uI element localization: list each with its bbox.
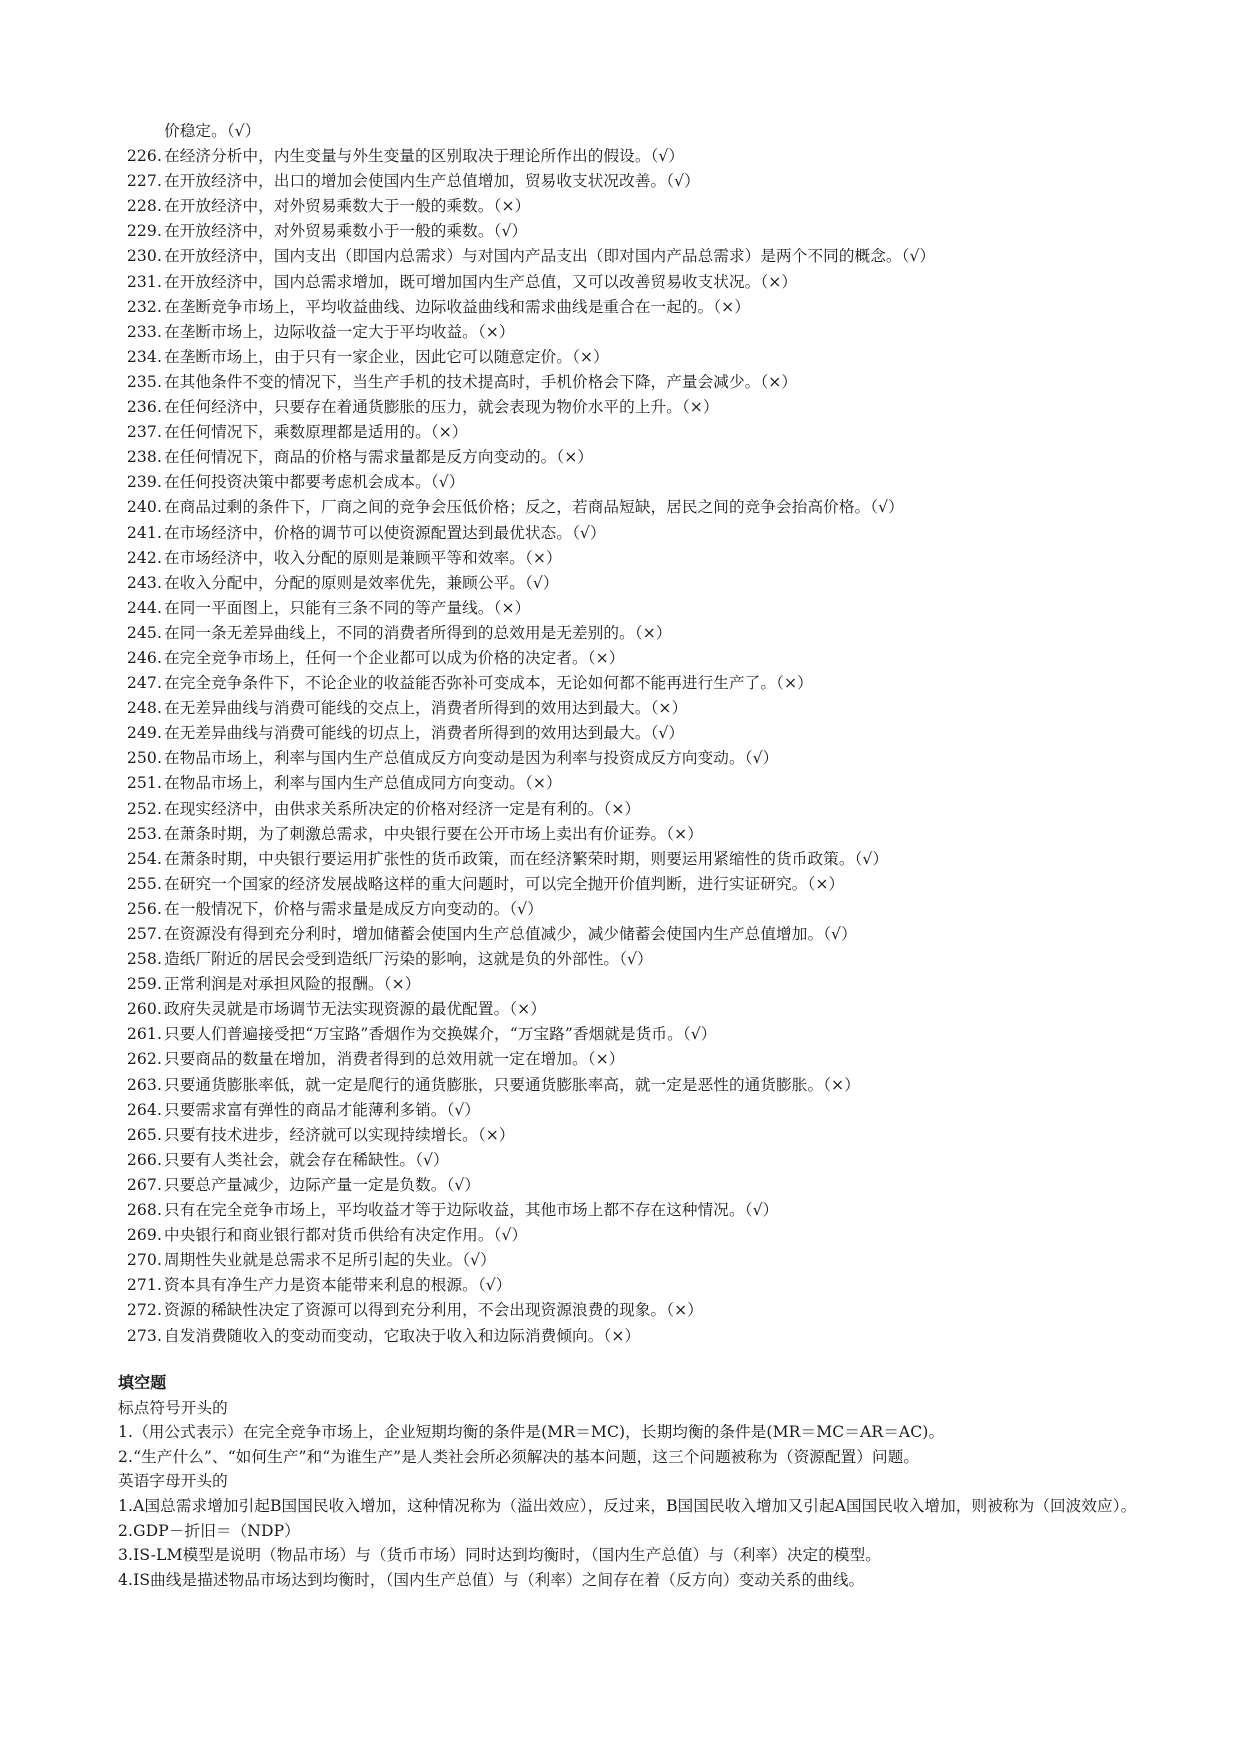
item-text: 只要需求富有弹性的商品才能薄利多销。（√）	[164, 1100, 481, 1119]
item-text: 只要有技术进步，经济就可以实现持续增长。（×）	[164, 1125, 515, 1144]
item-text: 在市场经济中，价格的调节可以使资源配置达到最优状态。（√）	[164, 523, 606, 542]
list-item	[118, 420, 1198, 445]
subheading-letters: 英语字母开头的	[118, 1472, 228, 1491]
item-text: 在商品过剩的条件下，厂商之间的竞争会压低价格；反之，若商品短缺，居民之间的竞争会抬高价格。（√）	[164, 498, 904, 517]
item-text: 在任何情况下，乘数原理都是适用的。（×）	[164, 423, 468, 442]
item-number: 247.	[126, 674, 162, 693]
list-item	[118, 295, 1198, 320]
item-number: 260.	[126, 1000, 162, 1019]
item-text: 在无差异曲线与消费可能线的切点上，消费者所得到的效用达到最大。（√）	[164, 724, 685, 743]
item-text: 在物品市场上，利率与国内生产总值成反方向变动是因为利率与投资成反方向变动。（√）	[164, 749, 779, 768]
item-text: 资本具有净生产力是资本能带来利息的根源。（√）	[164, 1276, 512, 1295]
item-text: 在开放经济中，国内支出（即国内总需求）与对国内产品支出（即对国内产品总需求）是两个不同的概念。（√）	[164, 247, 936, 266]
item-number: 251.	[126, 774, 162, 793]
item-text: 在任何情况下，商品的价格与需求量都是反方向变动的。（×）	[164, 448, 594, 467]
item-text: 资源的稀缺性决定了资源可以得到充分利用，不会出现资源浪费的现象。（×）	[164, 1301, 703, 1320]
list-item	[118, 621, 1198, 646]
list-item	[118, 345, 1198, 370]
fill-question: 3.IS-LM模型是说明（物品市场）与（货币市场）同时达到均衡时，（国内生产总值）与（利率）决定的模型。	[118, 1546, 882, 1565]
item-number: 244.	[126, 598, 162, 617]
list-item	[118, 646, 1198, 671]
list-item	[118, 320, 1198, 345]
list-item	[118, 546, 1198, 571]
item-text: 在完全竞争条件下，不论企业的收益能否弥补可变成本，无论如何都不能再进行生产了。（×）	[164, 674, 813, 693]
list-item	[118, 797, 1198, 822]
fill-question: 2.“生产什么”、“如何生产”和“为谁生产”是人类社会所必须解决的基本问题，这三个问题被称为（资源配置）问题。	[118, 1447, 920, 1466]
item-number: 232.	[126, 297, 162, 316]
item-text: 在完全竞争市场上，任何一个企业都可以成为价格的决定者。（×）	[164, 648, 625, 667]
item-number: 230.	[126, 247, 162, 266]
item-text: 在同一条无差异曲线上，不同的消费者所得到的总效用是无差别的。（×）	[164, 623, 672, 642]
item-number: 228.	[126, 197, 162, 216]
item-number: 250.	[126, 749, 162, 768]
item-number: 231.	[126, 272, 162, 291]
list-item	[118, 972, 1198, 997]
list-item	[118, 370, 1198, 395]
true-false-list	[118, 119, 1198, 1349]
item-number: 236.	[126, 398, 162, 417]
item-number: 245.	[126, 623, 162, 642]
list-item	[118, 495, 1198, 520]
list-item	[118, 1173, 1198, 1198]
item-number: 233.	[126, 322, 162, 341]
item-number: 259.	[126, 975, 162, 994]
item-text: 只要人们普遍接受把“万宝路”香烟作为交换媒介，“万宝路”香烟就是货币。（√）	[164, 1025, 717, 1044]
item-text: 在任何经济中，只要存在着通货膨胀的压力，就会表现为物价水平的上升。（×）	[164, 398, 719, 417]
list-item	[118, 771, 1198, 796]
item-text: 造纸厂附近的居民会受到造纸厂污染的影响，这就是负的外部性。（√）	[164, 950, 653, 969]
item-number: 234.	[126, 347, 162, 366]
item-text: 在收入分配中，分配的原则是效率优先，兼顾公平。（√）	[164, 573, 559, 592]
list-item	[118, 244, 1198, 269]
item-number: 226.	[126, 147, 162, 166]
fill-question: 1.A国总需求增加引起B国国民收入增加，这种情况称为（溢出效应），反过来，B国国民收入增加又引起A国国民收入增加，则被称为（回波效应）。	[118, 1496, 1137, 1515]
list-item	[118, 1248, 1198, 1273]
list-item	[118, 997, 1198, 1022]
item-number: 272.	[126, 1301, 162, 1320]
item-text: 在研究一个国家的经济发展战略这样的重大问题时，可以完全抛开价值判断，进行实证研究。（×）	[164, 874, 845, 893]
list-item	[118, 1123, 1198, 1148]
item-number: 239.	[126, 473, 162, 492]
item-text: 政府失灵就是市场调节无法实现资源的最优配置。（×）	[164, 1000, 547, 1019]
list-item	[118, 1198, 1198, 1223]
list-item	[118, 947, 1198, 972]
list-item	[118, 270, 1198, 295]
item-number: 257.	[126, 925, 162, 943]
item-text: 正常利润是对承担风险的报酬。（×）	[164, 975, 421, 994]
list-item	[118, 1148, 1198, 1173]
item-text: 在一般情况下，价格与需求量是成反方向变动的。（√）	[164, 899, 543, 918]
item-number: 269.	[126, 1226, 162, 1245]
list-item	[118, 1022, 1198, 1047]
list-item	[118, 169, 1198, 194]
item-text: 在无差异曲线与消费可能线的交点上，消费者所得到的效用达到最大。（×）	[164, 699, 688, 718]
item-number: 235.	[126, 372, 162, 391]
item-text: 中央银行和商业银行都对货币供给有决定作用。（√）	[164, 1226, 528, 1245]
item-text: 在开放经济中，出口的增加会使国内生产总值增加，贸易收支状况改善。（√）	[164, 172, 700, 191]
item-number: 273.	[126, 1326, 162, 1345]
item-number: 243.	[126, 573, 162, 592]
item-number: 267.	[126, 1175, 162, 1194]
list-item	[118, 1324, 1198, 1349]
item-number: 249.	[126, 724, 162, 743]
item-number: 229.	[126, 222, 162, 241]
list-item	[118, 872, 1198, 897]
item-text: 在开放经济中，对外贸易乘数大于一般的乘数。（×）	[164, 197, 531, 216]
list-item	[118, 1073, 1198, 1098]
item-text: 在同一平面图上，只能有三条不同的等产量线。（×）	[164, 598, 531, 617]
item-number: 253.	[126, 824, 162, 843]
item-number: 248.	[126, 699, 162, 718]
item-number: 263.	[126, 1075, 162, 1094]
list-item	[118, 445, 1198, 470]
list-item	[118, 1273, 1198, 1298]
list-item	[118, 746, 1198, 771]
list-item	[118, 395, 1198, 420]
fill-in-section	[118, 1371, 1198, 1592]
item-text: 在现实经济中，由供求关系所决定的价格对经济一定是有利的。（×）	[164, 799, 641, 818]
item-number: 246.	[126, 648, 162, 667]
item-text: 在资源没有得到充分利时，增加储蓄会使国内生产总值减少，减少储蓄会使国内生产总值增加。（√）	[164, 925, 857, 943]
item-number: 237.	[126, 423, 162, 442]
list-item	[118, 521, 1198, 546]
list-item	[118, 1298, 1198, 1323]
item-number: 265.	[126, 1125, 162, 1144]
item-text: 只要有人类社会，就会存在稀缺性。（√）	[164, 1150, 449, 1169]
item-text: 周期性失业就是总需求不足所引起的失业。（√）	[164, 1251, 496, 1270]
item-text: 在经济分析中，内生变量与外生变量的区别取决于理论所作出的假设。（√）	[164, 147, 685, 166]
subheading-punctuation: 标点符号开头的	[118, 1398, 228, 1417]
list-item	[118, 1098, 1198, 1123]
item-number: 241.	[126, 523, 162, 542]
item-text: 只有在完全竞争市场上，平均收益才等于边际收益，其他市场上都不存在这种情况。（√）	[164, 1201, 779, 1220]
fill-question: 2.GDP－折旧＝（NDP）	[118, 1521, 300, 1540]
list-item	[118, 219, 1198, 244]
item-text: 在物品市场上，利率与国内生产总值成同方向变动。（×）	[164, 774, 562, 793]
item-number: 242.	[126, 548, 162, 567]
list-item	[118, 1047, 1198, 1072]
list-item	[118, 822, 1198, 847]
item-number: 264.	[126, 1100, 162, 1119]
section-title: 填空题	[118, 1373, 167, 1392]
list-item	[118, 922, 1198, 947]
item-number: 254.	[126, 849, 162, 868]
item-text: 在垄断竞争市场上，平均收益曲线、边际收益曲线和需求曲线是重合在一起的。（×）	[164, 297, 751, 316]
item-text: 在市场经济中，收入分配的原则是兼顾平等和效率。（×）	[164, 548, 562, 567]
item-text: 在开放经济中，国内总需求增加，既可增加国内生产总值，又可以改善贸易收支状况。（×）	[164, 272, 798, 291]
list-item	[118, 596, 1198, 621]
item-number: 240.	[126, 498, 162, 517]
item-number: 227.	[126, 172, 162, 191]
list-item	[118, 847, 1198, 872]
item-number: 261.	[126, 1025, 162, 1044]
fill-question: 1.（用公式表示）在完全竞争市场上，企业短期均衡的条件是(MR＝MC)，长期均衡的条件是(MR＝MC＝AR＝AC)。	[118, 1423, 945, 1442]
item-number: 271.	[126, 1276, 162, 1295]
item-number: 256.	[126, 899, 162, 918]
item-text: 自发消费随收入的变动而变动，它取决于收入和边际消费倾向。（×）	[164, 1326, 641, 1345]
item-number: 258.	[126, 950, 162, 969]
item-number: 238.	[126, 448, 162, 467]
list-item	[118, 194, 1198, 219]
item-number: 255.	[126, 874, 162, 893]
item-number: 270.	[126, 1251, 162, 1270]
item-text: 在开放经济中，对外贸易乘数小于一般的乘数。（√）	[164, 222, 528, 241]
item-text: 在其他条件不变的情况下，当生产手机的技术提高时，手机价格会下降，产量会减少。（×）	[164, 372, 798, 391]
item-number: 266.	[126, 1150, 162, 1169]
list-item	[118, 897, 1198, 922]
item-text: 在垄断市场上，由于只有一家企业，因此它可以随意定价。（×）	[164, 347, 609, 366]
list-item	[118, 571, 1198, 596]
list-item	[118, 671, 1198, 696]
fill-question: 4.IS曲线是描述物品市场达到均衡时，（国内生产总值）与（利率）之间存在着（反方向）变动关系的曲线。	[118, 1570, 865, 1589]
list-item	[118, 144, 1198, 169]
item-text: 只要商品的数量在增加，消费者得到的总效用就一定在增加。（×）	[164, 1050, 625, 1069]
item-text: 在萧条时期，中央银行要运用扩张性的货币政策，而在经济繁荣时期，则要运用紧缩性的货币政策。（√）	[164, 849, 889, 868]
list-item	[118, 721, 1198, 746]
continuation-line: 价稳定。（√）	[164, 122, 261, 140]
item-number: 262.	[126, 1050, 162, 1069]
list-item	[118, 696, 1198, 721]
item-text: 在萧条时期，为了刺激总需求，中央银行要在公开市场上卖出有价证券。（×）	[164, 824, 703, 843]
list-item	[118, 1223, 1198, 1248]
list-item	[118, 470, 1198, 495]
item-number: 268.	[126, 1201, 162, 1220]
item-text: 在垄断市场上，边际收益一定大于平均收益。（×）	[164, 322, 515, 341]
item-text: 在任何投资决策中都要考虑机会成本。（√）	[164, 473, 465, 492]
item-text: 只要通货膨胀率低，就一定是爬行的通货膨胀，只要通货膨胀率高，就一定是恶性的通货膨胀。（×）	[164, 1075, 860, 1094]
item-text: 只要总产量减少，边际产量一定是负数。（√）	[164, 1175, 481, 1194]
item-number: 252.	[126, 799, 162, 818]
